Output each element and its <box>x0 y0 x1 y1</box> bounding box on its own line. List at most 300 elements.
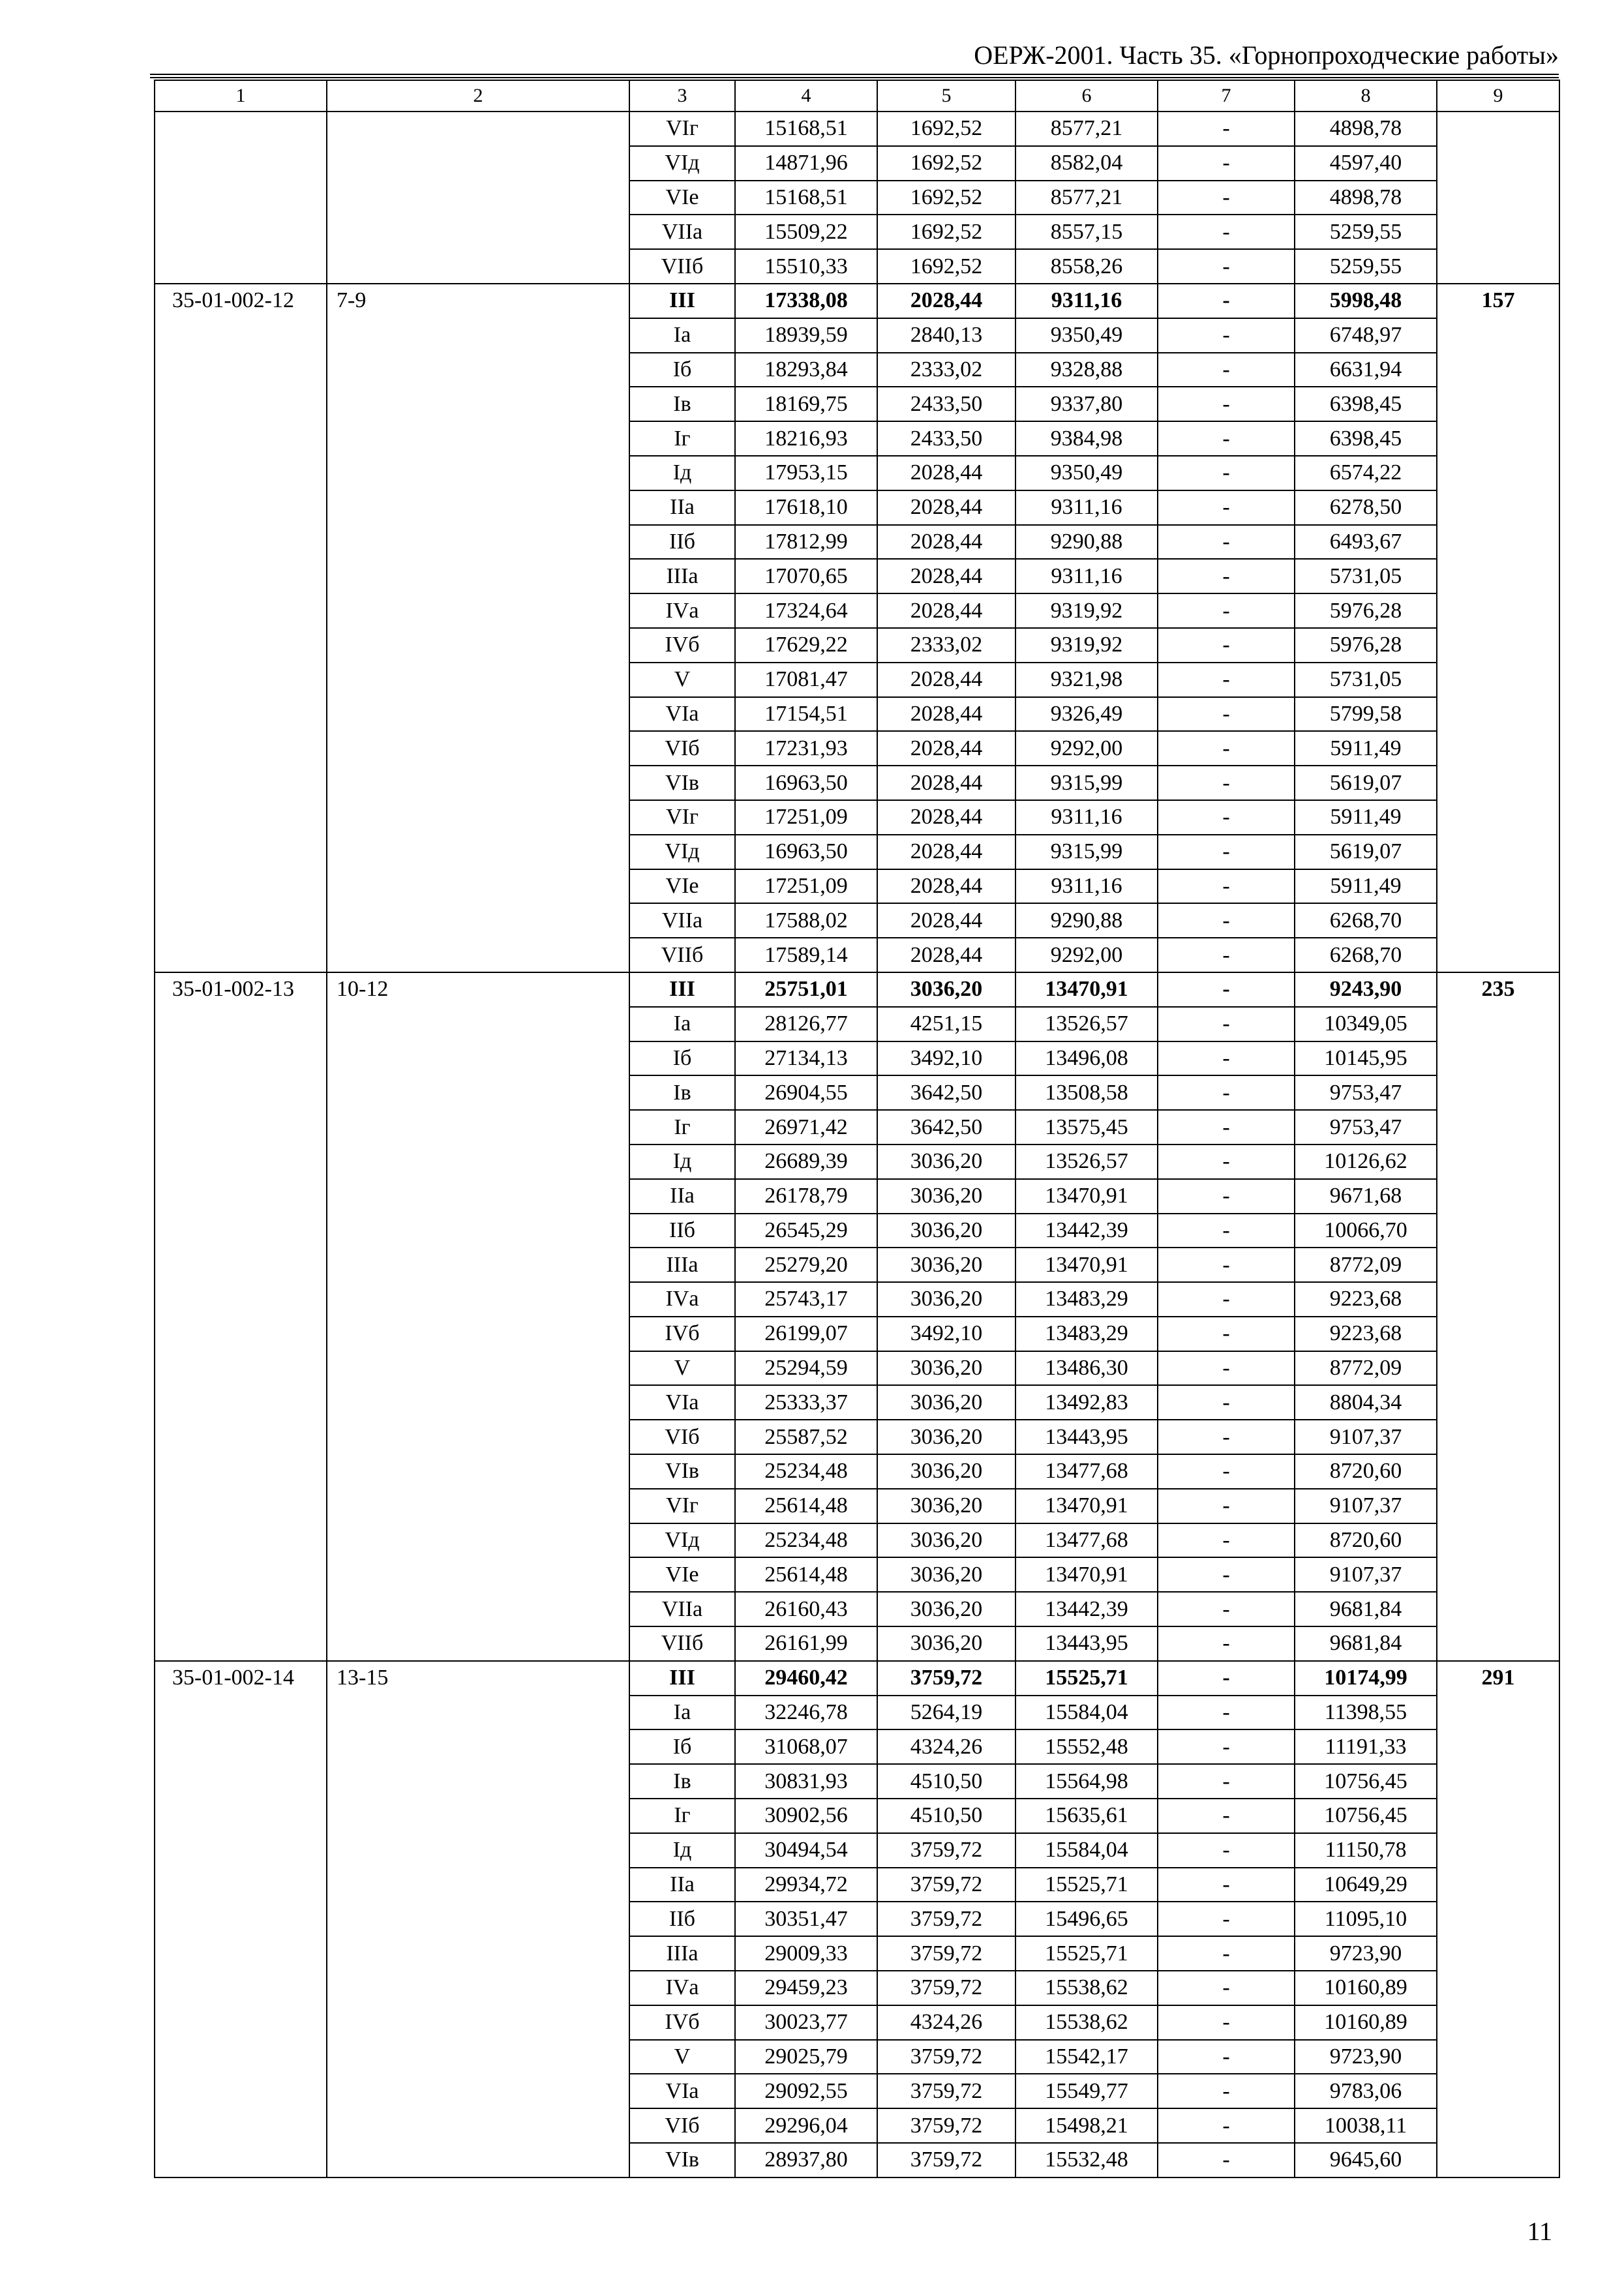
materials-cell: 4898,78 <box>1295 181 1437 215</box>
category-cell: VIд <box>629 1523 735 1558</box>
category-cell: VIе <box>629 181 735 215</box>
drivers-wages-cell: - <box>1158 1007 1295 1041</box>
total-cost-cell: 26545,29 <box>735 1214 877 1248</box>
machines-cell: 15525,71 <box>1015 1936 1158 1971</box>
machines-cell: 9326,49 <box>1015 697 1158 732</box>
category-cell: IIа <box>629 1179 735 1214</box>
drivers-wages-cell: - <box>1158 181 1295 215</box>
wages-cell: 3036,20 <box>877 1282 1015 1317</box>
wages-cell: 2028,44 <box>877 835 1015 869</box>
wages-cell: 3036,20 <box>877 1489 1015 1523</box>
drivers-wages-cell: - <box>1158 731 1295 766</box>
machines-cell: 13483,29 <box>1015 1282 1158 1317</box>
total-cost-cell: 15510,33 <box>735 249 877 284</box>
column-number: 8 <box>1295 80 1437 112</box>
drivers-wages-cell: - <box>1158 972 1295 1007</box>
machines-cell: 13508,58 <box>1015 1075 1158 1110</box>
materials-cell: 6493,67 <box>1295 525 1437 560</box>
total-cost-cell: 27134,13 <box>735 1041 877 1076</box>
column-number: 1 <box>155 80 327 112</box>
wages-cell: 1692,52 <box>877 249 1015 284</box>
drivers-wages-cell: - <box>1158 1041 1295 1076</box>
category-cell: Iб <box>629 353 735 387</box>
machines-cell: 9337,80 <box>1015 387 1158 421</box>
labor-cell <box>1437 112 1559 284</box>
column-number: 7 <box>1158 80 1295 112</box>
machines-cell: 15538,62 <box>1015 2005 1158 2040</box>
wages-cell: 2028,44 <box>877 869 1015 904</box>
category-cell: VIд <box>629 835 735 869</box>
total-cost-cell: 17231,93 <box>735 731 877 766</box>
machines-cell: 13442,39 <box>1015 1592 1158 1626</box>
category-cell: IIIа <box>629 1936 735 1971</box>
materials-cell: 4597,40 <box>1295 146 1437 181</box>
total-cost-cell: 29009,33 <box>735 1936 877 1971</box>
materials-cell: 5799,58 <box>1295 697 1437 732</box>
machines-cell: 8577,21 <box>1015 181 1158 215</box>
wages-cell: 2333,02 <box>877 628 1015 663</box>
drivers-wages-cell: - <box>1158 1454 1295 1489</box>
drivers-wages-cell: - <box>1158 525 1295 560</box>
total-cost-cell: 29092,55 <box>735 2074 877 2108</box>
total-cost-cell: 17251,09 <box>735 869 877 904</box>
category-cell: III <box>629 972 735 1007</box>
machines-cell: 15542,17 <box>1015 2040 1158 2074</box>
wages-cell: 2028,44 <box>877 559 1015 593</box>
machines-cell: 15552,48 <box>1015 1729 1158 1764</box>
machines-cell: 9311,16 <box>1015 490 1158 525</box>
drivers-wages-cell: - <box>1158 1385 1295 1420</box>
labor-cell: 157 <box>1437 284 1559 972</box>
drivers-wages-cell: - <box>1158 215 1295 249</box>
materials-cell: 10126,62 <box>1295 1144 1437 1179</box>
table-row <box>155 284 1559 318</box>
machines-cell: 9290,88 <box>1015 903 1158 938</box>
wages-cell: 3759,72 <box>877 2040 1015 2074</box>
category-cell: VIIа <box>629 903 735 938</box>
materials-cell: 9671,68 <box>1295 1179 1437 1214</box>
machines-cell: 13477,68 <box>1015 1523 1158 1558</box>
materials-cell: 5998,48 <box>1295 284 1437 318</box>
materials-cell: 11398,55 <box>1295 1696 1437 1730</box>
materials-cell: 8772,09 <box>1295 1351 1437 1386</box>
machines-cell: 13443,95 <box>1015 1420 1158 1454</box>
materials-cell: 9723,90 <box>1295 2040 1437 2074</box>
machines-cell: 8577,21 <box>1015 112 1158 146</box>
materials-cell: 10145,95 <box>1295 1041 1437 1076</box>
category-cell: IVб <box>629 628 735 663</box>
drivers-wages-cell: - <box>1158 490 1295 525</box>
materials-cell: 5976,28 <box>1295 628 1437 663</box>
category-cell: VIв <box>629 1454 735 1489</box>
machines-cell: 9350,49 <box>1015 456 1158 490</box>
materials-cell: 5731,05 <box>1295 663 1437 697</box>
machines-cell: 9315,99 <box>1015 835 1158 869</box>
machines-cell: 13496,08 <box>1015 1041 1158 1076</box>
drivers-wages-cell: - <box>1158 903 1295 938</box>
total-cost-cell: 29296,04 <box>735 2108 877 2143</box>
drivers-wages-cell: - <box>1158 2074 1295 2108</box>
wages-cell: 3036,20 <box>877 1351 1015 1386</box>
materials-cell: 9753,47 <box>1295 1110 1437 1144</box>
materials-cell: 10160,89 <box>1295 1971 1437 2005</box>
category-cell: IVа <box>629 593 735 628</box>
machines-cell: 15525,71 <box>1015 1661 1158 1696</box>
drivers-wages-cell: - <box>1158 421 1295 456</box>
category-cell: Iв <box>629 1075 735 1110</box>
drivers-wages-cell: - <box>1158 1696 1295 1730</box>
wages-cell: 2028,44 <box>877 663 1015 697</box>
rate-code-cell <box>155 112 327 284</box>
wages-cell: 3759,72 <box>877 1971 1015 2005</box>
category-cell: Iд <box>629 1833 735 1868</box>
drivers-wages-cell: - <box>1158 1110 1295 1144</box>
category-cell: VIб <box>629 1420 735 1454</box>
machines-cell: 15584,04 <box>1015 1833 1158 1868</box>
total-cost-cell: 18169,75 <box>735 387 877 421</box>
materials-cell: 9783,06 <box>1295 2074 1437 2108</box>
drivers-wages-cell: - <box>1158 663 1295 697</box>
wages-cell: 3492,10 <box>877 1041 1015 1076</box>
total-cost-cell: 17154,51 <box>735 697 877 732</box>
column-number-row <box>155 80 1559 112</box>
category-cell: Iд <box>629 456 735 490</box>
category-cell: VIа <box>629 697 735 732</box>
wages-cell: 3036,20 <box>877 1214 1015 1248</box>
total-cost-cell: 26689,39 <box>735 1144 877 1179</box>
wages-cell: 3759,72 <box>877 2108 1015 2143</box>
wages-cell: 3642,50 <box>877 1075 1015 1110</box>
materials-cell: 6268,70 <box>1295 938 1437 972</box>
drivers-wages-cell: - <box>1158 1214 1295 1248</box>
machines-cell: 8558,26 <box>1015 249 1158 284</box>
wages-cell: 3036,20 <box>877 1179 1015 1214</box>
wages-cell: 4510,50 <box>877 1799 1015 1833</box>
drivers-wages-cell: - <box>1158 2143 1295 2177</box>
wages-cell: 3036,20 <box>877 1626 1015 1661</box>
total-cost-cell: 17589,14 <box>735 938 877 972</box>
total-cost-cell: 28126,77 <box>735 1007 877 1041</box>
machines-cell: 9321,98 <box>1015 663 1158 697</box>
machines-cell: 9311,16 <box>1015 559 1158 593</box>
total-cost-cell: 26160,43 <box>735 1592 877 1626</box>
drivers-wages-cell: - <box>1158 1557 1295 1592</box>
column-number: 6 <box>1015 80 1158 112</box>
drivers-wages-cell: - <box>1158 112 1295 146</box>
column-number: 5 <box>877 80 1015 112</box>
total-cost-cell: 26199,07 <box>735 1317 877 1351</box>
materials-cell: 9681,84 <box>1295 1592 1437 1626</box>
materials-cell: 9107,37 <box>1295 1420 1437 1454</box>
wages-cell: 3759,72 <box>877 1868 1015 1902</box>
wages-cell: 2840,13 <box>877 318 1015 353</box>
table-row <box>155 112 1559 146</box>
category-cell: VIг <box>629 1489 735 1523</box>
total-cost-cell: 18216,93 <box>735 421 877 456</box>
category-cell: III <box>629 1661 735 1696</box>
wages-cell: 3036,20 <box>877 1385 1015 1420</box>
machines-cell: 13470,91 <box>1015 1179 1158 1214</box>
total-cost-cell: 32246,78 <box>735 1696 877 1730</box>
column-number: 2 <box>327 80 629 112</box>
materials-cell: 9645,60 <box>1295 2143 1437 2177</box>
column-number: 3 <box>629 80 735 112</box>
wages-cell: 2028,44 <box>877 525 1015 560</box>
rates-table <box>154 80 1560 2178</box>
materials-cell: 10349,05 <box>1295 1007 1437 1041</box>
total-cost-cell: 26904,55 <box>735 1075 877 1110</box>
materials-cell: 11095,10 <box>1295 1902 1437 1936</box>
machines-cell: 9292,00 <box>1015 938 1158 972</box>
total-cost-cell: 17251,09 <box>735 800 877 835</box>
total-cost-cell: 25279,20 <box>735 1248 877 1282</box>
drivers-wages-cell: - <box>1158 2108 1295 2143</box>
machines-cell: 15564,98 <box>1015 1764 1158 1799</box>
machines-cell: 13492,83 <box>1015 1385 1158 1420</box>
materials-cell: 9107,37 <box>1295 1489 1437 1523</box>
wages-cell: 3492,10 <box>877 1317 1015 1351</box>
machines-cell: 9311,16 <box>1015 869 1158 904</box>
materials-cell: 8772,09 <box>1295 1248 1437 1282</box>
machines-cell: 15549,77 <box>1015 2074 1158 2108</box>
category-cell: Iб <box>629 1041 735 1076</box>
table-body <box>155 112 1559 2177</box>
machines-cell: 8582,04 <box>1015 146 1158 181</box>
total-cost-cell: 25333,37 <box>735 1385 877 1420</box>
machines-cell: 9311,16 <box>1015 284 1158 318</box>
wages-cell: 3036,20 <box>877 1248 1015 1282</box>
materials-cell: 10174,99 <box>1295 1661 1437 1696</box>
machines-cell: 13470,91 <box>1015 1557 1158 1592</box>
wages-cell: 3036,20 <box>877 1557 1015 1592</box>
drivers-wages-cell: - <box>1158 1420 1295 1454</box>
machines-cell: 13483,29 <box>1015 1317 1158 1351</box>
materials-cell: 5259,55 <box>1295 215 1437 249</box>
materials-cell: 6631,94 <box>1295 353 1437 387</box>
wages-cell: 3036,20 <box>877 1454 1015 1489</box>
wages-cell: 3759,72 <box>877 1936 1015 1971</box>
wages-cell: 2028,44 <box>877 903 1015 938</box>
materials-cell: 4898,78 <box>1295 112 1437 146</box>
drivers-wages-cell: - <box>1158 800 1295 835</box>
drivers-wages-cell: - <box>1158 353 1295 387</box>
drivers-wages-cell: - <box>1158 1144 1295 1179</box>
materials-cell: 10160,89 <box>1295 2005 1437 2040</box>
drivers-wages-cell: - <box>1158 2040 1295 2074</box>
category-cell: VIг <box>629 800 735 835</box>
total-cost-cell: 15168,51 <box>735 112 877 146</box>
materials-cell: 5976,28 <box>1295 593 1437 628</box>
total-cost-cell: 15168,51 <box>735 181 877 215</box>
machines-cell: 15584,04 <box>1015 1696 1158 1730</box>
total-cost-cell: 17324,64 <box>735 593 877 628</box>
category-cell: VIа <box>629 1385 735 1420</box>
category-cell: VIIа <box>629 215 735 249</box>
machines-cell: 9328,88 <box>1015 353 1158 387</box>
wages-cell: 2028,44 <box>877 731 1015 766</box>
category-cell: Iв <box>629 1764 735 1799</box>
category-cell: Iб <box>629 1729 735 1764</box>
total-cost-cell: 26971,42 <box>735 1110 877 1144</box>
wages-cell: 4251,15 <box>877 1007 1015 1041</box>
materials-cell: 6278,50 <box>1295 490 1437 525</box>
category-cell: VIе <box>629 1557 735 1592</box>
category-cell: VIIб <box>629 938 735 972</box>
drivers-wages-cell: - <box>1158 1936 1295 1971</box>
drivers-wages-cell: - <box>1158 249 1295 284</box>
machines-cell: 13443,95 <box>1015 1626 1158 1661</box>
category-cell: IIа <box>629 490 735 525</box>
total-cost-cell: 29934,72 <box>735 1868 877 1902</box>
materials-cell: 6398,45 <box>1295 387 1437 421</box>
wages-cell: 2028,44 <box>877 284 1015 318</box>
total-cost-cell: 29459,23 <box>735 1971 877 2005</box>
total-cost-cell: 17629,22 <box>735 628 877 663</box>
machines-cell: 9319,92 <box>1015 593 1158 628</box>
category-cell: VIIб <box>629 1626 735 1661</box>
materials-cell: 5911,49 <box>1295 731 1437 766</box>
drivers-wages-cell: - <box>1158 284 1295 318</box>
drivers-wages-cell: - <box>1158 697 1295 732</box>
total-cost-cell: 29025,79 <box>735 2040 877 2074</box>
wages-cell: 2028,44 <box>877 800 1015 835</box>
machines-cell: 13526,57 <box>1015 1007 1158 1041</box>
wages-cell: 2028,44 <box>877 593 1015 628</box>
drivers-wages-cell: - <box>1158 1248 1295 1282</box>
wages-cell: 3759,72 <box>877 2074 1015 2108</box>
materials-cell: 5259,55 <box>1295 249 1437 284</box>
machines-cell: 13486,30 <box>1015 1351 1158 1386</box>
category-cell: IIб <box>629 1902 735 1936</box>
range-cell: 10-12 <box>327 972 629 1661</box>
machines-cell: 13470,91 <box>1015 1248 1158 1282</box>
drivers-wages-cell: - <box>1158 1282 1295 1317</box>
category-cell: VIа <box>629 2074 735 2108</box>
wages-cell: 4510,50 <box>877 1764 1015 1799</box>
total-cost-cell: 30351,47 <box>735 1902 877 1936</box>
wages-cell: 3036,20 <box>877 1420 1015 1454</box>
category-cell: VIб <box>629 2108 735 2143</box>
category-cell: IVб <box>629 2005 735 2040</box>
category-cell: VIIа <box>629 1592 735 1626</box>
drivers-wages-cell: - <box>1158 593 1295 628</box>
materials-cell: 11150,78 <box>1295 1833 1437 1868</box>
total-cost-cell: 25587,52 <box>735 1420 877 1454</box>
rate-code-cell: 35-01-002-14 <box>155 1661 327 2177</box>
category-cell: VIв <box>629 766 735 800</box>
materials-cell: 9107,37 <box>1295 1557 1437 1592</box>
document-header: ОЕРЖ-2001. Часть 35. «Горнопроходческие работы» <box>974 40 1559 70</box>
drivers-wages-cell: - <box>1158 1489 1295 1523</box>
drivers-wages-cell: - <box>1158 1592 1295 1626</box>
materials-cell: 8720,60 <box>1295 1454 1437 1489</box>
wages-cell: 2028,44 <box>877 938 1015 972</box>
total-cost-cell: 25234,48 <box>735 1454 877 1489</box>
wages-cell: 5264,19 <box>877 1696 1015 1730</box>
category-cell: VIIб <box>629 249 735 284</box>
materials-cell: 9753,47 <box>1295 1075 1437 1110</box>
materials-cell: 5619,07 <box>1295 835 1437 869</box>
category-cell: Iв <box>629 387 735 421</box>
category-cell: VIб <box>629 731 735 766</box>
machines-cell: 9350,49 <box>1015 318 1158 353</box>
drivers-wages-cell: - <box>1158 1317 1295 1351</box>
materials-cell: 5619,07 <box>1295 766 1437 800</box>
total-cost-cell: 29460,42 <box>735 1661 877 1696</box>
materials-cell: 11191,33 <box>1295 1729 1437 1764</box>
total-cost-cell: 30902,56 <box>735 1799 877 1833</box>
machines-cell: 15498,21 <box>1015 2108 1158 2143</box>
materials-cell: 6748,97 <box>1295 318 1437 353</box>
total-cost-cell: 30023,77 <box>735 2005 877 2040</box>
materials-cell: 9723,90 <box>1295 1936 1437 1971</box>
category-cell: IIIа <box>629 1248 735 1282</box>
wages-cell: 2433,50 <box>877 421 1015 456</box>
drivers-wages-cell: - <box>1158 318 1295 353</box>
wages-cell: 4324,26 <box>877 2005 1015 2040</box>
machines-cell: 13526,57 <box>1015 1144 1158 1179</box>
materials-cell: 6574,22 <box>1295 456 1437 490</box>
wages-cell: 2028,44 <box>877 697 1015 732</box>
wages-cell: 3759,72 <box>877 2143 1015 2177</box>
category-cell: VIг <box>629 112 735 146</box>
category-cell: Iг <box>629 1799 735 1833</box>
materials-cell: 6398,45 <box>1295 421 1437 456</box>
category-cell: Iа <box>629 318 735 353</box>
materials-cell: 6268,70 <box>1295 903 1437 938</box>
drivers-wages-cell: - <box>1158 1661 1295 1696</box>
category-cell: Iа <box>629 1007 735 1041</box>
materials-cell: 5911,49 <box>1295 800 1437 835</box>
total-cost-cell: 26178,79 <box>735 1179 877 1214</box>
category-cell: VIд <box>629 146 735 181</box>
drivers-wages-cell: - <box>1158 1729 1295 1764</box>
materials-cell: 8804,34 <box>1295 1385 1437 1420</box>
category-cell: Iг <box>629 421 735 456</box>
drivers-wages-cell: - <box>1158 628 1295 663</box>
wages-cell: 2333,02 <box>877 353 1015 387</box>
total-cost-cell: 18939,59 <box>735 318 877 353</box>
category-cell: Iа <box>629 1696 735 1730</box>
machines-cell: 13575,45 <box>1015 1110 1158 1144</box>
wages-cell: 3036,20 <box>877 972 1015 1007</box>
drivers-wages-cell: - <box>1158 1764 1295 1799</box>
machines-cell: 9311,16 <box>1015 800 1158 835</box>
category-cell: Iг <box>629 1110 735 1144</box>
total-cost-cell: 30494,54 <box>735 1833 877 1868</box>
materials-cell: 9681,84 <box>1295 1626 1437 1661</box>
total-cost-cell: 16963,50 <box>735 835 877 869</box>
machines-cell: 15538,62 <box>1015 1971 1158 2005</box>
wages-cell: 1692,52 <box>877 112 1015 146</box>
drivers-wages-cell: - <box>1158 1179 1295 1214</box>
total-cost-cell: 30831,93 <box>735 1764 877 1799</box>
rate-code-cell: 35-01-002-12 <box>155 284 327 972</box>
total-cost-cell: 25614,48 <box>735 1489 877 1523</box>
wages-cell: 3759,72 <box>877 1902 1015 1936</box>
materials-cell: 10649,29 <box>1295 1868 1437 1902</box>
total-cost-cell: 15509,22 <box>735 215 877 249</box>
range-cell: 13-15 <box>327 1661 629 2177</box>
drivers-wages-cell: - <box>1158 456 1295 490</box>
column-number: 9 <box>1437 80 1559 112</box>
category-cell: V <box>629 1351 735 1386</box>
drivers-wages-cell: - <box>1158 869 1295 904</box>
materials-cell: 10756,45 <box>1295 1764 1437 1799</box>
drivers-wages-cell: - <box>1158 1523 1295 1558</box>
wages-cell: 3642,50 <box>877 1110 1015 1144</box>
category-cell: IIIа <box>629 559 735 593</box>
